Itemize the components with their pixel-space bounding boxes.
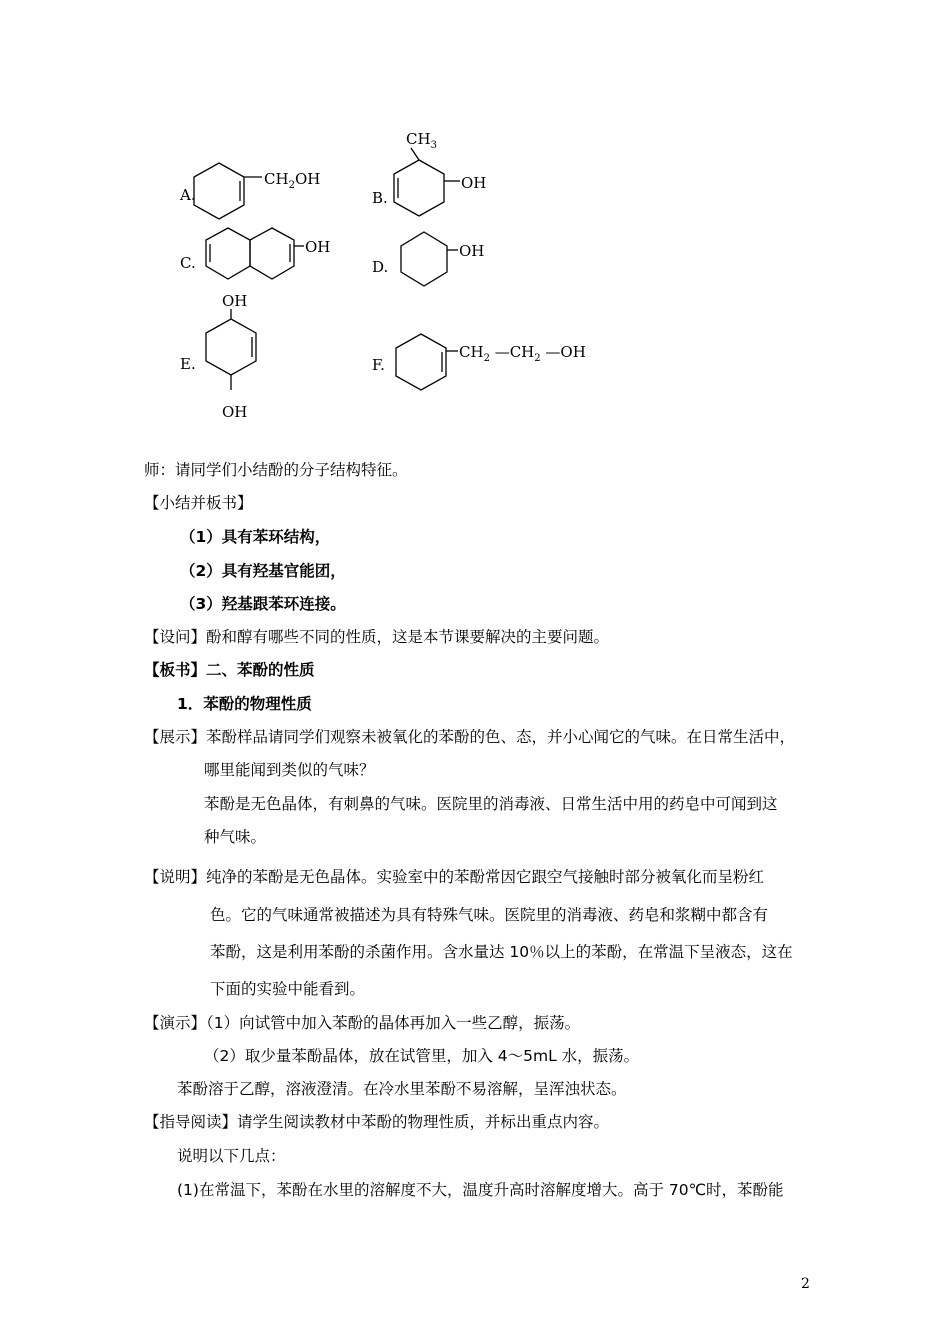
summary-point-3: （3）羟基跟苯环连接。 xyxy=(180,595,346,613)
notes-intro: 说明以下几点： xyxy=(177,1147,286,1165)
structure-e-bottom-group: OH xyxy=(222,403,248,421)
structure-a-benzene-ring xyxy=(194,163,244,219)
structure-b-methyl: $CH_3$ xyxy=(406,130,437,151)
display-answer-line-2: 种气味。 xyxy=(204,828,267,846)
structure-f-benzene-ring xyxy=(396,334,446,390)
structure-b-group: OH xyxy=(461,174,487,192)
section-heading-physical-properties: 1．苯酚的物理性质 xyxy=(177,695,312,713)
explanation-line-2: 色。它的气味通常被描述为具有特殊气味。医院里的消毒液、药皂和浆糊中都含有 xyxy=(210,906,769,924)
structure-e-label: E. xyxy=(180,355,196,373)
structure-b-label: B. xyxy=(372,189,388,207)
structure-e-benzene-ring xyxy=(206,319,256,375)
demo-step-2: （2）取少量苯酚晶体，放在试管里，加入 4～5mL 水，振荡。 xyxy=(204,1047,640,1065)
structure-a-group: $CH_2OH$ xyxy=(264,170,321,191)
display-paragraph-line-2: 哪里能闻到类似的气味？ xyxy=(204,761,375,779)
note-1: (1)在常温下，苯酚在水里的溶解度不大，温度升高时溶解度增大。高于 70℃时，苯酚能 xyxy=(177,1181,784,1199)
demo-result: 苯酚溶于乙醇，溶液澄清。在冷水里苯酚不易溶解，呈浑浊状态。 xyxy=(177,1080,627,1098)
structure-d-group: OH xyxy=(459,242,485,260)
teacher-prompt: 师：请同学们小结酚的分子结构特征。 xyxy=(144,461,408,479)
structure-c-naphthalene-ring xyxy=(206,228,250,279)
explanation-line-1: 【说明】纯净的苯酚是无色晶体。实验室中的苯酚常因它跟空气接触时部分被氧化而呈粉红 xyxy=(144,868,765,886)
summary-point-1: （1）具有苯环结构， xyxy=(180,528,331,546)
page-number: 2 xyxy=(801,1276,810,1292)
guided-reading: 【指导阅读】请学生阅读教材中苯酚的物理性质，并标出重点内容。 xyxy=(144,1113,610,1131)
demo-step-1: 【演示】（1）向试管中加入苯酚的晶体再加入一些乙醇，振荡。 xyxy=(144,1014,581,1032)
summary-heading: 【小结并板书】 xyxy=(144,494,253,512)
question-paragraph: 【设问】酚和醇有哪些不同的性质，这是本节课要解决的主要问题。 xyxy=(144,628,610,646)
structure-a-label: A. xyxy=(180,186,196,204)
chemical-structures-figure xyxy=(0,0,950,440)
structure-b-benzene-ring xyxy=(394,160,444,216)
summary-point-2: （2）具有羟基官能团， xyxy=(180,562,346,580)
display-paragraph-line-1: 【展示】苯酚样品请同学们观察未被氧化的苯酚的色、态，并小心闻它的气味。在日常生活中， xyxy=(144,728,796,746)
structure-c-label: C. xyxy=(180,254,196,272)
structure-c-group: OH xyxy=(305,238,331,256)
structure-f-label: F. xyxy=(372,356,385,374)
display-answer-line-1: 苯酚是无色晶体，有刺鼻的气味。医院里的消毒液、日常生活中用的药皂中可闻到这 xyxy=(204,795,778,813)
structure-d-label: D. xyxy=(372,258,389,276)
structure-d-cyclohexane-ring xyxy=(401,232,447,286)
explanation-line-3: 苯酚，这是利用苯酚的杀菌作用。含水量达 10％以上的苯酚，在常温下呈液态，这在 xyxy=(210,943,793,961)
explanation-line-4: 下面的实验中能看到。 xyxy=(210,980,366,998)
board-heading: 【板书】二、苯酚的性质 xyxy=(144,661,315,679)
structure-e-top-group: OH xyxy=(222,292,248,310)
structure-f-chain: $CH_2$ $—CH_2$ —OH xyxy=(459,343,586,364)
